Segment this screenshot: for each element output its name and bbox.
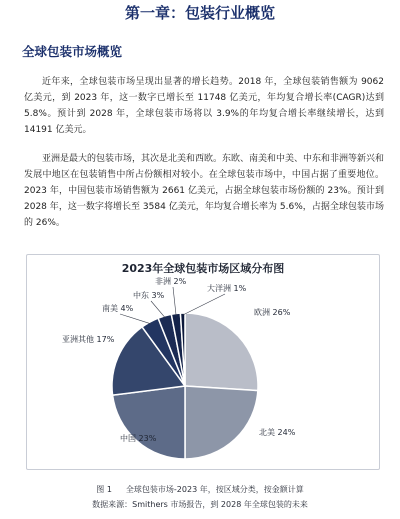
pie-label-6: 非洲 2% — [155, 277, 187, 286]
section-title: 全球包装市场概览 — [22, 44, 123, 59]
pie-chart-figure — [26, 254, 380, 470]
data-source: 数据来源：Smithers 市场报告，到 2028 年全球包装的未来 — [92, 500, 308, 509]
leader-line-4 — [120, 314, 151, 324]
figure-label: 图 1 — [96, 485, 112, 494]
pie-label-1: 北美 24% — [259, 428, 296, 437]
pie-chart — [27, 255, 379, 469]
leader-line-5 — [151, 301, 165, 318]
pie-label-4: 南美 4% — [102, 304, 134, 313]
pie-slice-1 — [185, 386, 258, 459]
pie-slice-0 — [185, 313, 258, 391]
paragraph-regional-share: 亚洲是最大的包装市场，其次是北美和西欧。东欧、南美和中美、中东和非洲等新兴和发展中地区在包装销售中所占份额相对较小。在全球包装市场中，中国占据了重要地位。2023 年，中国包装市场销售额为 2661 亿美元，占据全球包装市场份额的 23%。预计到 2028 年，这一数字将增长至 3584 亿美元，年均复合增长率为 5.6%，占据全球包装市场的 26%。 — [24, 154, 385, 228]
figure-text: 全球包装市场-2023 年，按区域分类，按金额计算 — [125, 485, 304, 494]
figure-caption — [0, 484, 400, 495]
pie-slice-2 — [113, 386, 185, 459]
leader-line-6 — [173, 287, 176, 316]
pie-label-7: 大洋洲 1% — [207, 284, 247, 293]
pie-label-5: 中东 3% — [133, 291, 165, 300]
pie-label-2: 中国 23% — [120, 434, 157, 443]
leader-line-7 — [183, 294, 225, 315]
chapter-title: 第一章：包装行业概览 — [124, 4, 275, 22]
chart-title: 2023年全球包装市场区域分布图 — [121, 262, 285, 275]
pie-label-3: 亚洲其他 17% — [62, 335, 115, 344]
paragraph-market-growth: 近年来，全球包装市场呈现出显著的增长趋势。2018 年，全球包装销售额为 9062 亿美元，到 2023 年，这一数字已增长至 11748 亿美元，年均复合增长率(CAGR)达到 5.8%。预计到 2028 年，全球包装市场将以 3.9%的年均复合增长率继续增长，达到 14191 亿美元。 — [24, 77, 384, 135]
pie-label-0: 欧洲 26% — [254, 308, 291, 317]
